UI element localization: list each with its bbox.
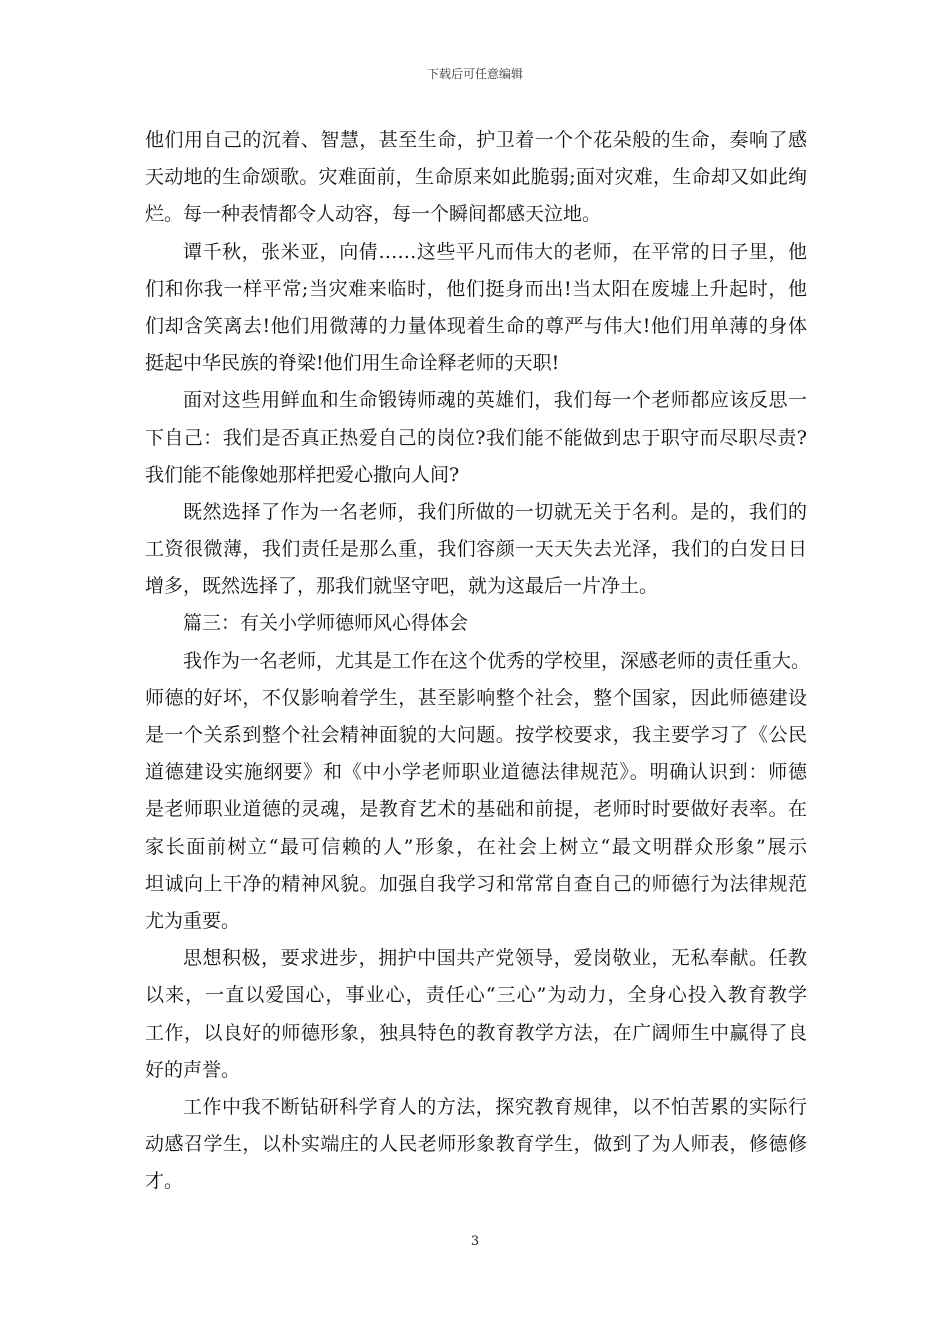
text-line: 他们用自己的沉着、智慧，甚至生命，护卫着一个个花朵般的生命，奏响了感 <box>145 129 807 151</box>
text-line: 既然选择了作为一名老师，我们所做的一切就无关于名利。是的，我们的 <box>183 500 807 523</box>
document-body <box>145 122 811 1200</box>
text-line: 师德的好坏，不仅影响着学生，甚至影响整个社会，整个国家，因此师德建设 <box>145 686 807 709</box>
text-line: 烂。每一种表情都令人动容，每一个瞬间都感天泣地。 <box>145 203 602 226</box>
paragraph <box>145 940 807 1089</box>
paragraph <box>145 382 807 494</box>
text-line: 我作为一名老师，尤其是工作在这个优秀的学校里，深感老师的责任重大。 <box>183 649 811 672</box>
text-line: 动感召学生，以朴实端庄的人民老师形象教育学生，做到了为人师表，修德修 <box>145 1133 807 1156</box>
text-line: 坦诚向上干净的精神风貌。加强自我学习和常常自查自己的师德行为法律规范 <box>145 872 807 895</box>
text-line: 好的声誉。 <box>145 1058 241 1081</box>
text-line: 思想积极，要求进步，拥护中国共产党领导，爱岗敬业，无私奉献。任教 <box>183 947 807 970</box>
text-line: 尤为重要。 <box>145 909 241 932</box>
paragraph <box>145 234 807 383</box>
text-line: 工作中我不断钻研科学育人的方法，探究教育规律，以不怕苦累的实际行 <box>183 1095 807 1118</box>
text-line: 谭千秋，张米亚，向倩……这些平凡而伟大的老师，在平常的日子里，他 <box>183 240 807 263</box>
text-line: 增多，既然选择了，那我们就坚守吧，就为这最后一片净土。 <box>145 575 659 598</box>
text-line: 们和你我一样平常;当灾难来临时，他们挺身而出!当太阳在废墟上升起时，他 <box>145 277 807 300</box>
text-line: 道德建设实施纲要》和《中小学老师职业道德法律规范》。明确认识到：师德 <box>145 761 807 784</box>
text-line: 家长面前树立“最可信赖的人”形象，在社会上树立“最文明群众形象”展示 <box>145 835 807 858</box>
text-line: 挺起中华民族的脊梁!他们用生命诠释老师的天职! <box>145 352 560 375</box>
text-line: 工作，以良好的师德形象，独具特色的教育教学方法，在广阔师生中赢得了良 <box>145 1021 807 1044</box>
text-line: 天动地的生命颂歌。灾难面前，生命原来如此脆弱;面对灾难，生命却又如此绚 <box>145 166 807 189</box>
paragraph <box>145 1089 807 1201</box>
text-line: 工资很微薄，我们责任是那么重，我们容颜一天天失去光泽，我们的白发日日 <box>145 538 807 561</box>
text-line: 们却含笑离去!他们用微薄的力量体现着生命的尊严与伟大!他们用单薄的身体 <box>145 314 807 337</box>
paragraph <box>145 494 807 606</box>
text-line: 面对这些用鲜血和生命锻铸师魂的英雄们，我们每一个老师都应该反思一 <box>183 389 807 412</box>
text-line: 下自己：我们是否真正热爱自己的岗位?我们能不能做到忠于职守而尽职尽责? <box>145 426 807 449</box>
page-header: 下载后可任意编辑 <box>426 67 523 81</box>
text-line: 以来，一直以爱国心，事业心，责任心“三心”为动力，全身心投入教育教学 <box>145 984 807 1007</box>
text-line: 是老师职业道德的灵魂，是教育艺术的基础和前提，老师时时要做好表率。在 <box>145 798 807 821</box>
text-line: 是一个关系到整个社会精神面貌的大问题。按学校要求，我主要学习了《公民 <box>145 724 807 746</box>
paragraph <box>145 643 811 941</box>
paragraph <box>145 122 807 234</box>
text-line: 才。 <box>145 1170 184 1193</box>
text-line: 我们能不能像她那样把爱心撒向人间? <box>145 463 460 486</box>
section-heading <box>145 605 807 642</box>
page-number: 3 <box>470 1234 480 1249</box>
heading-line: 篇三：有关小学师德师风心得体会 <box>183 612 469 635</box>
